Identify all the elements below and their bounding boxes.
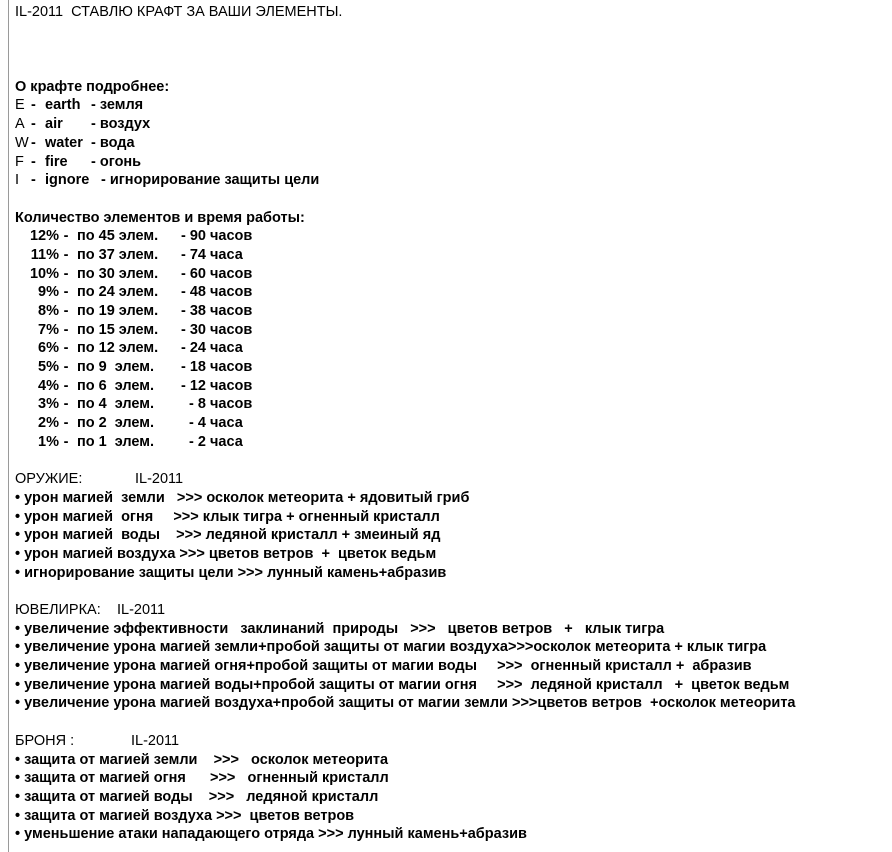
list-item: • защита от магией огня >>> огненный кристалл — [15, 770, 389, 787]
spacer — [15, 452, 887, 471]
element-row: I - ignore - игнорирование защиты цели — [15, 172, 320, 189]
list-item: • защита от магией воздуха >>> цветов ветров — [15, 807, 355, 824]
spacer — [15, 582, 887, 601]
element-row: A - air - воздух — [15, 116, 151, 133]
table-row: 11% - по 37 элем. - 74 часа — [30, 246, 243, 263]
weapons-list — [15, 489, 887, 582]
list-item: • защита от магией земли >>> осколок метеорита — [15, 751, 389, 768]
table-row: 4% - по 6 элем. - 12 часов — [38, 377, 253, 394]
element-row: W - water - вода — [15, 134, 135, 151]
table-row: 8% - по 19 элем. - 38 часов — [38, 303, 253, 319]
weapons-header: ОРУЖИЕ: IL-2011 — [15, 471, 184, 488]
elements-time-table — [15, 227, 887, 451]
table-row: 1% - по 1 элем. - 2 часа — [38, 433, 243, 450]
list-item: • увеличение эффективности заклинаний природы >>> цветов ветров + клык тигра — [15, 620, 665, 637]
list-item: • урон магией воздуха >>> цветов ветров + цветок ведьм — [15, 545, 437, 562]
table-row: 5% - по 9 элем. - 18 часов — [38, 359, 253, 376]
armor-list — [15, 751, 887, 844]
list-item: • игнорирование защиты цели >>> лунный камень+абразив — [15, 564, 447, 581]
element-row: F - fire - огонь — [15, 153, 142, 170]
document-body — [15, 3, 887, 844]
element-row: E - earth - земля — [15, 97, 144, 114]
spacer — [15, 40, 887, 59]
table-row: 2% - по 2 элем. - 4 часа — [38, 415, 243, 432]
element-legend — [15, 96, 887, 189]
table-row: 3% - по 4 элем. - 8 часов — [38, 396, 253, 413]
list-item: • увеличение урона магией воздуха+пробой защиты от магии земли >>>цветов ветров +осколок метеорита — [15, 695, 796, 712]
spacer — [15, 713, 887, 732]
list-item: • увеличение урона магией огня+пробой защиты от магии воды >>> огненный кристалл + абразив — [15, 658, 752, 675]
page-title: IL-2011 СТАВЛЮ КРАФТ ЗА ВАШИ ЭЛЕМЕНТЫ. — [15, 4, 343, 20]
list-item: • урон магией земли >>> осколок метеорита + ядовитый гриб — [15, 489, 470, 506]
list-item: • увеличение урона магией земли+пробой защиты от магии воздуха>>>осколок метеорита + клык тигра — [15, 639, 767, 656]
spacer — [15, 59, 887, 78]
about-header: О крафте подробнее: — [15, 78, 170, 95]
spacer — [15, 22, 887, 41]
page-left-border — [8, 0, 9, 852]
list-item: • урон магией воды >>> ледяной кристалл + змеиный яд — [15, 527, 441, 544]
table-row: 6% - по 12 элем. - 24 часа — [38, 340, 243, 357]
armor-header: БРОНЯ : IL-2011 — [15, 732, 180, 749]
spacer — [15, 190, 887, 209]
table-row: 10% - по 30 элем. - 60 часов — [29, 265, 253, 282]
table-row: 9% - по 24 элем. - 48 часов — [38, 284, 253, 301]
table-row: 12% - по 45 элем. - 90 часов — [29, 228, 253, 245]
jewelry-list — [15, 620, 887, 713]
list-item: • защита от магией воды >>> ледяной кристалл — [15, 788, 379, 805]
table-header: Количество элементов и время работы: — [15, 209, 305, 226]
list-item: • урон магией огня >>> клык тигра + огненный кристалл — [15, 508, 440, 525]
list-item: • уменьшение атаки нападающего отряда >>> лунный камень+абразив — [15, 826, 527, 843]
list-item: • увеличение урона магией воды+пробой защиты от магии огня >>> ледяной кристалл + цветок ведьм — [15, 676, 790, 693]
jewelry-header: ЮВЕЛИРКА: IL-2011 — [15, 602, 166, 618]
table-row: 7% - по 15 элем. - 30 часов — [38, 321, 253, 338]
